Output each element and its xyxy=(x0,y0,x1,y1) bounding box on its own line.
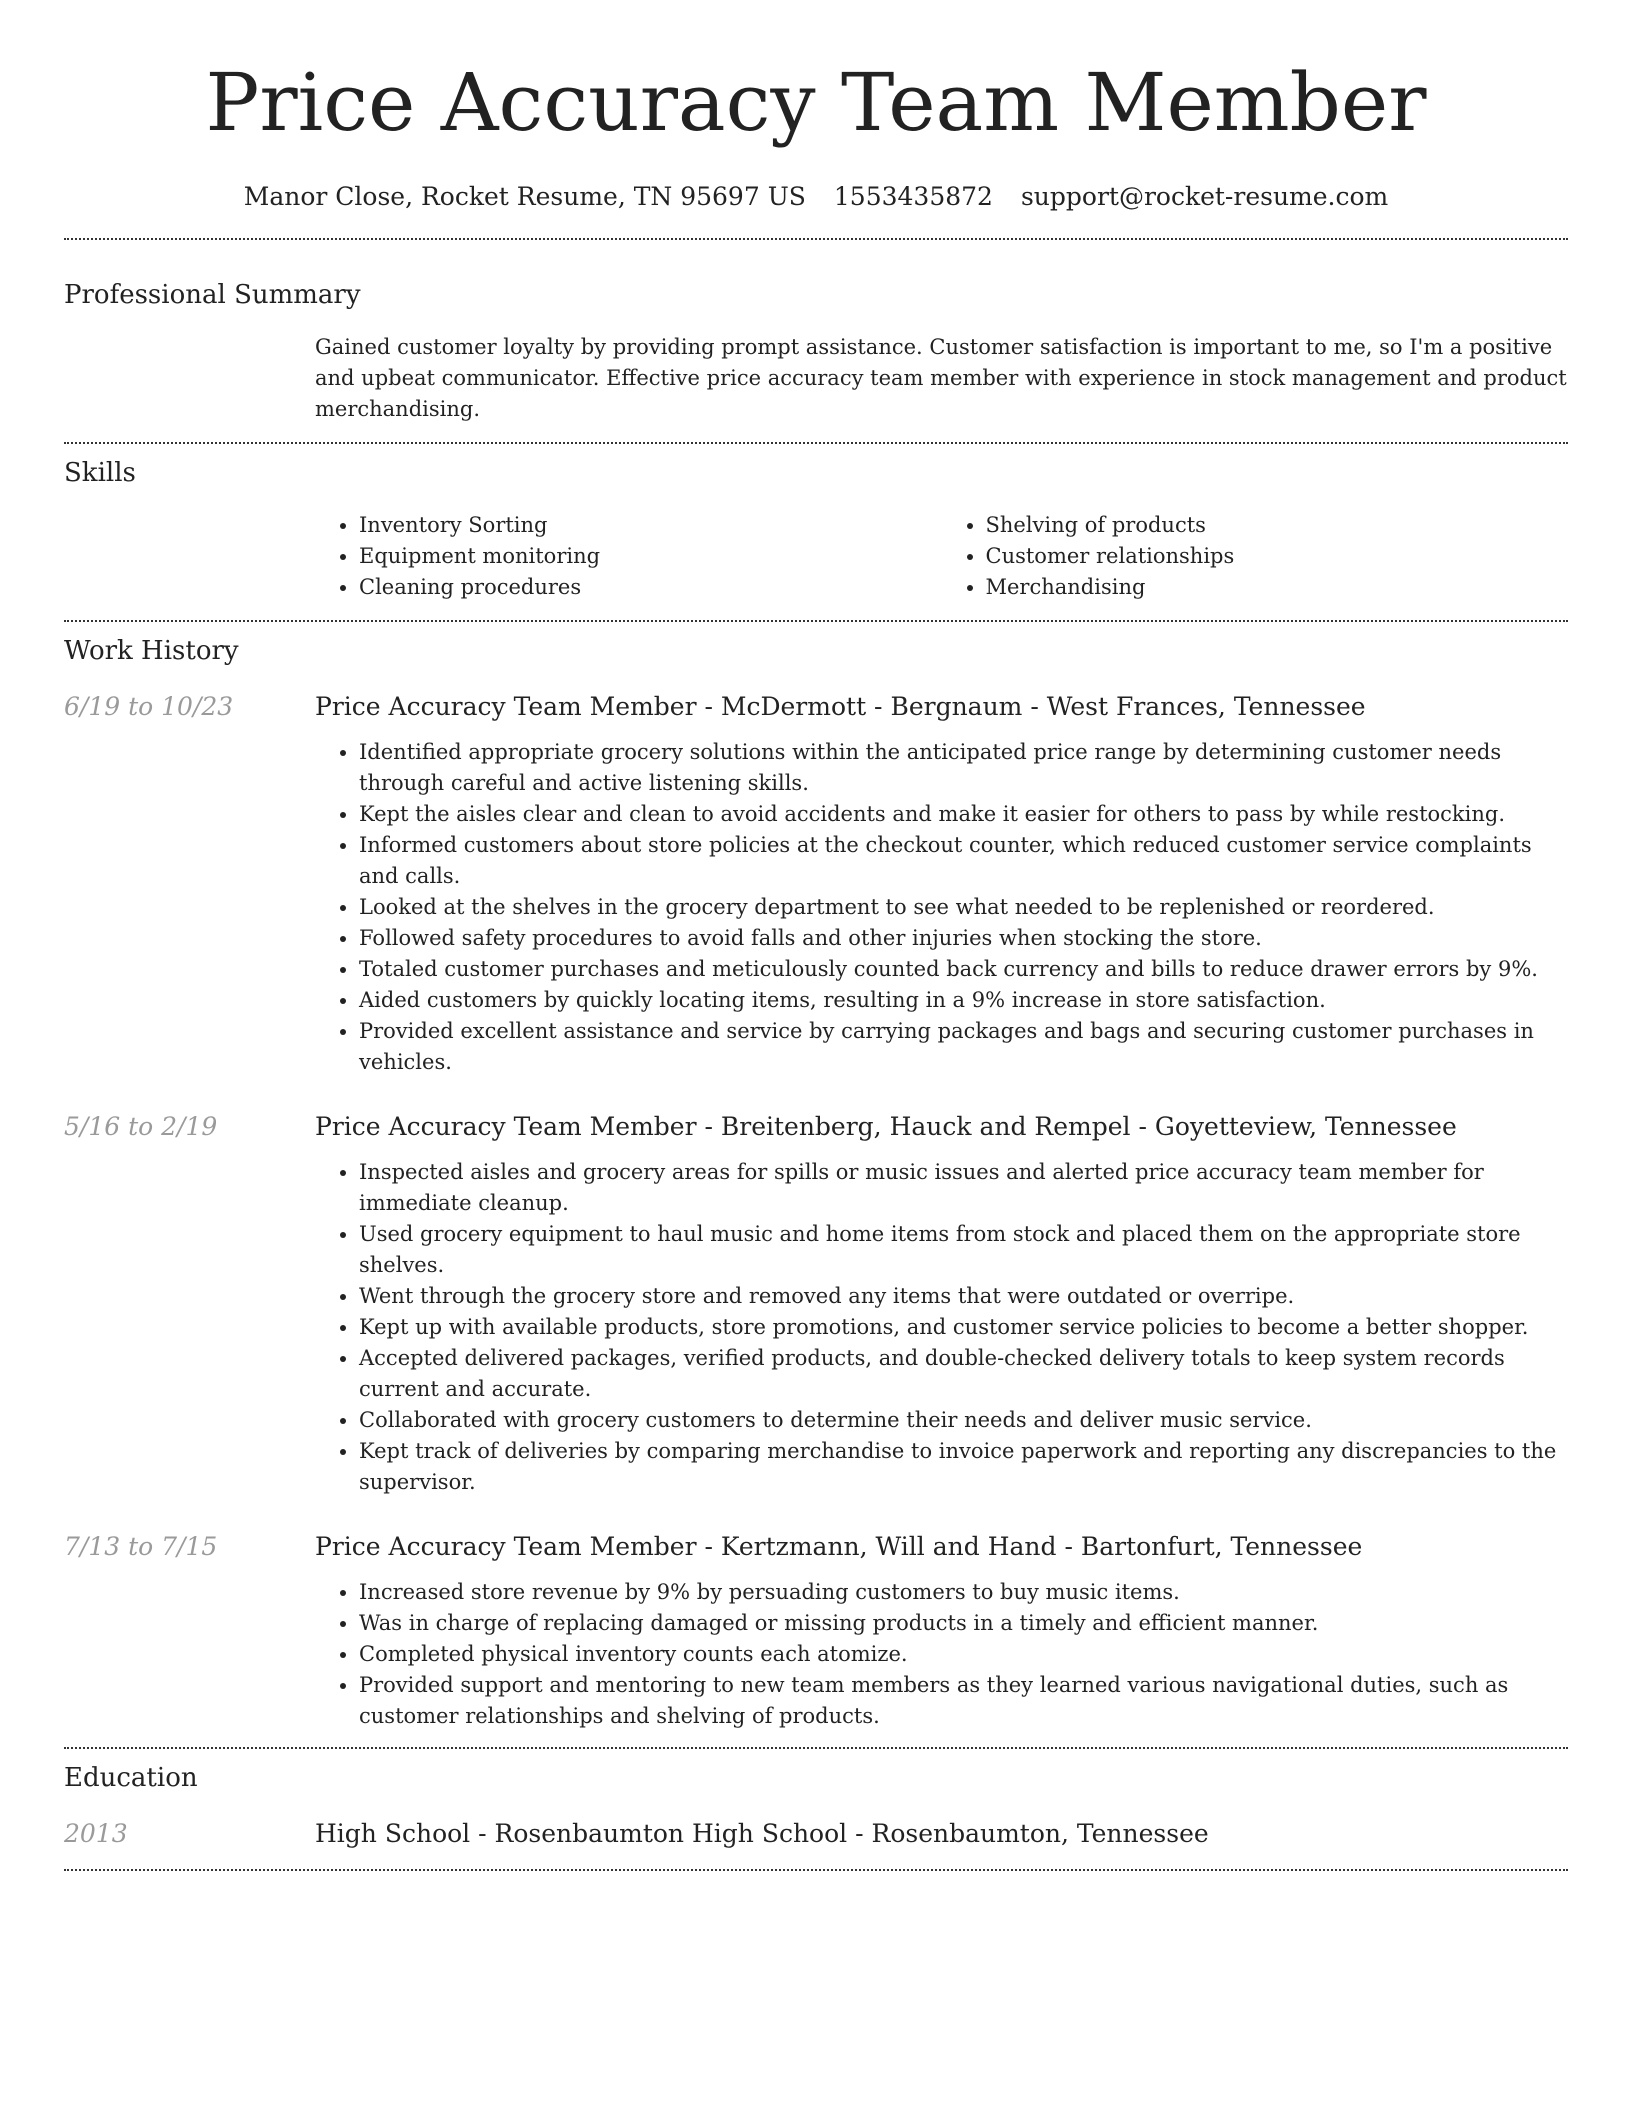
resume-name: Price Accuracy Team Member xyxy=(205,56,1427,149)
education-school: High School - Rosenbaumton High School - Rosenbaumton, Tennessee xyxy=(315,1819,1209,1848)
job-bullet: • Kept track of deliveries by comparing merchandise to invoice paperwork and reporting any discrepancies to the supervisor. xyxy=(359,1436,1568,1498)
job-bullet: • Completed physical inventory counts each atomize. xyxy=(359,1639,1568,1670)
summary-text: Gained customer loyalty by providing prompt assistance. Customer satisfaction is important to me, so I'm a positive and upbeat communicator. Effective price accuracy team member with experience in stock management and product merchandising. xyxy=(315,335,1567,421)
job-bullet: • Looked at the shelves in the grocery department to see what needed to be replenished or reordered. xyxy=(359,892,1568,923)
job-title: Price Accuracy Team Member - Breitenberg, Hauck and Rempel - Goyetteview, Tennessee xyxy=(315,1112,1457,1141)
job-title: Price Accuracy Team Member - McDermott - Bergnaum - West Frances, Tennessee xyxy=(315,692,1366,721)
job-bullet: • Inspected aisles and grocery areas for spills or music issues and alerted price accuracy team member for immediate cleanup. xyxy=(359,1157,1568,1219)
summary-section xyxy=(64,240,1568,425)
education-year: 2013 xyxy=(64,1819,128,1848)
job-bullet: • Kept up with available products, store promotions, and customer service policies to become a better shopper. xyxy=(359,1312,1568,1343)
job-bullet: • Identified appropriate grocery solutions within the anticipated price range by determining customer needs through careful and active listening skills. xyxy=(359,737,1568,799)
job-dates: 7/13 to 7/15 xyxy=(64,1532,218,1561)
skills-list-right xyxy=(942,510,1569,603)
education-entry xyxy=(64,1817,1568,1851)
job-title: Price Accuracy Team Member - Kertzmann, Will and Hand - Bartonfurt, Tennessee xyxy=(315,1532,1363,1561)
job-bullet: • Provided support and mentoring to new team members as they learned various navigational duties, such as customer relationships and shelving of products. xyxy=(359,1670,1568,1732)
job-bullet: • Aided customers by quickly locating items, resulting in a 9% increase in store satisfaction. xyxy=(359,985,1568,1016)
work-history-section xyxy=(64,622,1568,1732)
divider xyxy=(64,1869,1568,1871)
job-bullets xyxy=(315,1577,1568,1732)
skill-item: • Merchandising xyxy=(986,572,1569,603)
education-heading: Education xyxy=(64,1763,198,1793)
job-bullet: • Went through the grocery store and removed any items that were outdated or overripe. xyxy=(359,1281,1568,1312)
job-bullet: • Totaled customer purchases and meticulously counted back currency and bills to reduce drawer errors by 9%. xyxy=(359,954,1568,985)
job-bullet: • Accepted delivered packages, verified products, and double-checked delivery totals to keep system records current and accurate. xyxy=(359,1343,1568,1405)
skill-item: • Inventory Sorting xyxy=(359,510,942,541)
skill-item: • Shelving of products xyxy=(986,510,1569,541)
education-section xyxy=(64,1749,1568,1851)
job-bullet: • Provided excellent assistance and service by carrying packages and bags and securing customer purchases in vehicles. xyxy=(359,1016,1568,1078)
skill-item: • Customer relationships xyxy=(986,541,1569,572)
job-bullet: • Was in charge of replacing damaged or missing products in a timely and efficient manner. xyxy=(359,1608,1568,1639)
job-bullet: • Increased store revenue by 9% by persuading customers to buy music items. xyxy=(359,1577,1568,1608)
contact-address: Manor Close, Rocket Resume, TN 95697 US xyxy=(243,182,806,211)
job-bullet: • Kept the aisles clear and clean to avoid accidents and make it easier for others to pass by while restocking. xyxy=(359,799,1568,830)
job-entry xyxy=(64,1110,1568,1498)
job-bullet: • Informed customers about store policies at the checkout counter, which reduced customer service complaints and calls. xyxy=(359,830,1568,892)
skills-list-left xyxy=(315,510,942,603)
job-bullets xyxy=(315,1157,1568,1498)
job-bullet: • Followed safety procedures to avoid falls and other injuries when stocking the store. xyxy=(359,923,1568,954)
skills-heading: Skills xyxy=(64,458,136,488)
job-entry xyxy=(64,1530,1568,1732)
summary-heading: Professional Summary xyxy=(64,280,361,310)
contact-email: support@rocket-resume.com xyxy=(1020,182,1389,211)
job-entry xyxy=(64,690,1568,1078)
job-bullet: • Used grocery equipment to haul music and home items from stock and placed them on the appropriate store shelves. xyxy=(359,1219,1568,1281)
job-dates: 6/19 to 10/23 xyxy=(64,692,234,721)
job-bullet: • Collaborated with grocery customers to determine their needs and deliver music service. xyxy=(359,1405,1568,1436)
job-dates: 5/16 to 2/19 xyxy=(64,1112,218,1141)
skills-section xyxy=(64,444,1568,603)
contact-phone: 1553435872 xyxy=(833,182,993,211)
skill-item: • Equipment monitoring xyxy=(359,541,942,572)
contact-line xyxy=(64,180,1568,214)
skill-item: • Cleaning procedures xyxy=(359,572,942,603)
job-bullets xyxy=(315,737,1568,1078)
work-history-heading: Work History xyxy=(64,636,239,666)
